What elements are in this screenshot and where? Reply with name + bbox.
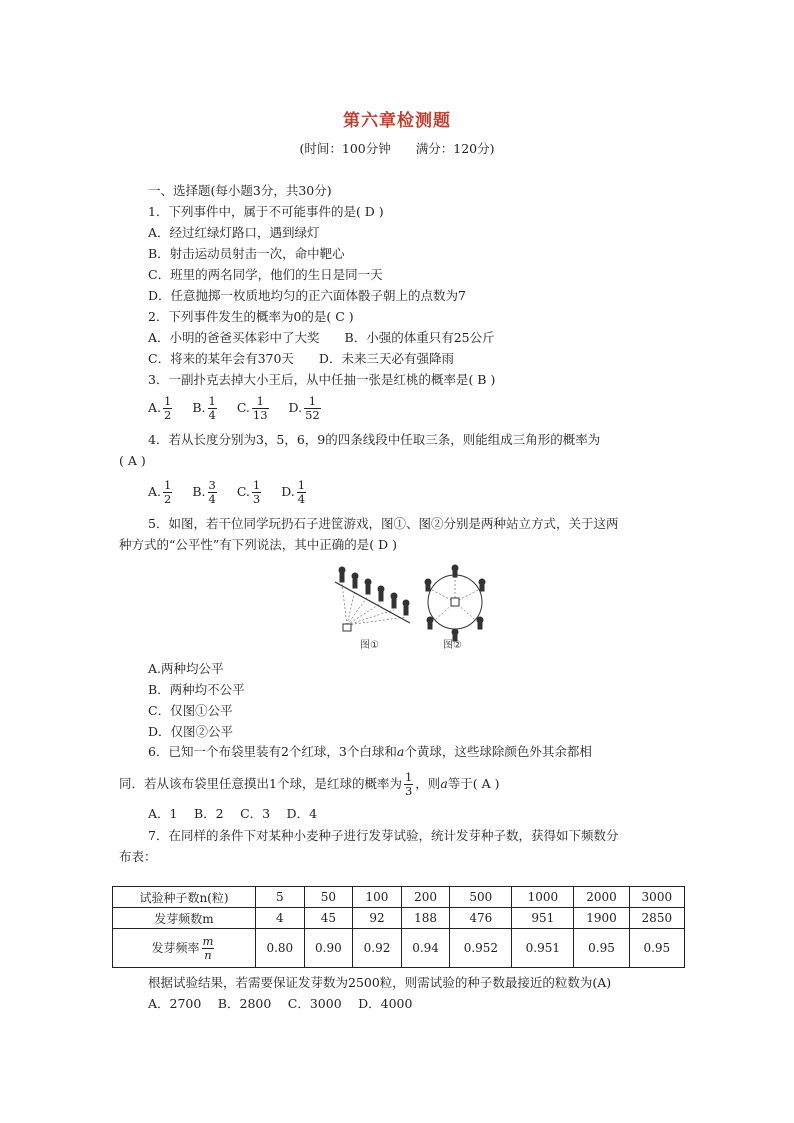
question-4-stem: 4．若从长度分别为3，5，6，9的四条线段中任取三条，则能组成三角形的概率为 <box>148 432 601 447</box>
table-cell: 100 <box>353 887 402 908</box>
row-header-germinated: 发芽频数m <box>113 908 256 929</box>
germination-frequency-table <box>112 886 685 968</box>
game-figure <box>330 560 495 650</box>
table-cell: 5 <box>256 887 305 908</box>
table-cell: 0.90 <box>304 929 353 968</box>
row-header-rate: 发芽频率 $\frac{m}{n}$ <box>113 929 256 968</box>
q3-options <box>148 392 337 424</box>
q2-options-ab: A．小明的爸爸买体彩中了大奖 B．小强的体重只有25公斤 <box>148 330 495 345</box>
exam-info: (时间：100分钟 满分：120分) <box>299 141 495 156</box>
q4-option-b: B. $\frac{3}{4}$ <box>192 478 216 506</box>
table-cell: 0.80 <box>256 929 305 968</box>
question-4-answer: ( A ) <box>119 453 146 468</box>
q7-options: A．2700 B．2800 C．3000 D．4000 <box>148 996 413 1011</box>
table-cell: 2000 <box>574 887 629 908</box>
table-cell: 1000 <box>512 887 574 908</box>
table-cell: 4 <box>256 908 305 929</box>
table-cell: 0.94 <box>401 929 450 968</box>
question-6-stem-cont: 同．若从该布袋里任意摸出1个球，是红球的概率为 $\frac{1}{3}$ ，则a等于( A ) <box>119 770 500 798</box>
q5-option-b: B．两种均不公平 <box>148 682 245 697</box>
q4-option-c: C. $\frac{1}{3}$ <box>236 478 261 506</box>
question-7-stem: 7．在同样的条件下对某种小麦种子进行发芽试验，统计发芽种子数，获得如下频数分 <box>148 828 619 843</box>
section-heading: 一、选择题(每小题3分，共30分) <box>148 183 332 198</box>
question-7-followup: 根据试验结果，若需要保证发芽数为2500粒，则需试验的种子数最接近的粒数为(A) <box>148 975 612 990</box>
q3-option-b: B. $\frac{1}{4}$ <box>192 394 216 422</box>
table-row-rate <box>113 929 685 968</box>
q4-option-a: A. $\frac{1}{2}$ <box>148 478 172 506</box>
table-cell: 3000 <box>629 887 684 908</box>
q6-probability-fraction: $\frac{1}{3}$ <box>404 770 413 798</box>
q4-option-d: D. $\frac{1}{4}$ <box>281 478 306 506</box>
table-cell: 500 <box>450 887 512 908</box>
page-title: 第六章检测题 <box>343 111 451 131</box>
figure-2-circle-arrangement <box>425 565 485 641</box>
q1-option-d: D．任意抛掷一枚质地均匀的正六面体骰子朝上的点数为7 <box>148 288 466 303</box>
q1-option-c: C．班里的两名同学，他们的生日是同一天 <box>148 267 383 282</box>
question-2-stem: 2．下列事件发生的概率为0的是( C ) <box>148 309 354 324</box>
figure-2-caption: 图② <box>443 640 462 650</box>
table-row-seeds <box>113 887 685 908</box>
q1-option-b: B．射击运动员射击一次，命中靶心 <box>148 246 345 261</box>
table-cell: 2850 <box>629 908 684 929</box>
table-cell: 200 <box>401 887 450 908</box>
table-cell: 0.952 <box>450 929 512 968</box>
table-cell: 188 <box>401 908 450 929</box>
question-7-stem-cont: 布表： <box>119 849 157 864</box>
q5-option-c: C．仅图①公平 <box>148 703 233 718</box>
q5-option-d: D．仅图②公平 <box>148 724 234 739</box>
q3-option-a: A. $\frac{1}{2}$ <box>148 394 172 422</box>
table-cell: 951 <box>512 908 574 929</box>
table-cell: 476 <box>450 908 512 929</box>
question-5-stem: 5．如图，若干位同学玩扔石子进筐游戏，图①、图②分别是两种站立方式，关于这两 <box>148 516 619 531</box>
q3-option-c: C. $\frac{1}{13}$ <box>236 394 268 422</box>
row-header-seeds: 试验种子数n(粒) <box>113 887 256 908</box>
table-cell: 45 <box>304 908 353 929</box>
q2-options-cd: C．将来的某年会有370天 D．未来三天必有强降雨 <box>148 351 454 366</box>
table-cell: 0.95 <box>629 929 684 968</box>
game-figure-illustration <box>330 560 495 650</box>
table-row-germinated <box>113 908 685 929</box>
q1-option-a: A．经过红绿灯路口，遇到绿灯 <box>148 225 320 240</box>
table-cell: 0.95 <box>574 929 629 968</box>
figure-1-caption: 图① <box>360 640 379 650</box>
table-cell: 92 <box>353 908 402 929</box>
q6-options: A．1 B．2 C．3 D．4 <box>148 806 318 821</box>
q3-option-d: D. $\frac{1}{52}$ <box>288 394 320 422</box>
question-3-stem: 3．一副扑克去掉大小王后，从中任抽一张是红桃的概率是( B ) <box>148 372 496 387</box>
question-1-stem: 1．下列事件中，属于不可能事件的是( D ) <box>148 204 384 219</box>
table-cell: 0.951 <box>512 929 574 968</box>
question-5-stem-cont: 种方式的“公平性”有下列说法，其中正确的是( D ) <box>119 537 398 552</box>
table-cell: 1900 <box>574 908 629 929</box>
table-cell: 50 <box>304 887 353 908</box>
question-6-stem: 6．已知一个布袋里装有2个红球，3个白球和a个黄球，这些球除颜色外其余都相 <box>148 744 592 759</box>
q5-option-a: A.两种均公平 <box>148 661 224 676</box>
q4-options <box>148 476 322 508</box>
table-cell: 0.92 <box>353 929 402 968</box>
figure-1-slope-arrangement <box>335 567 410 631</box>
